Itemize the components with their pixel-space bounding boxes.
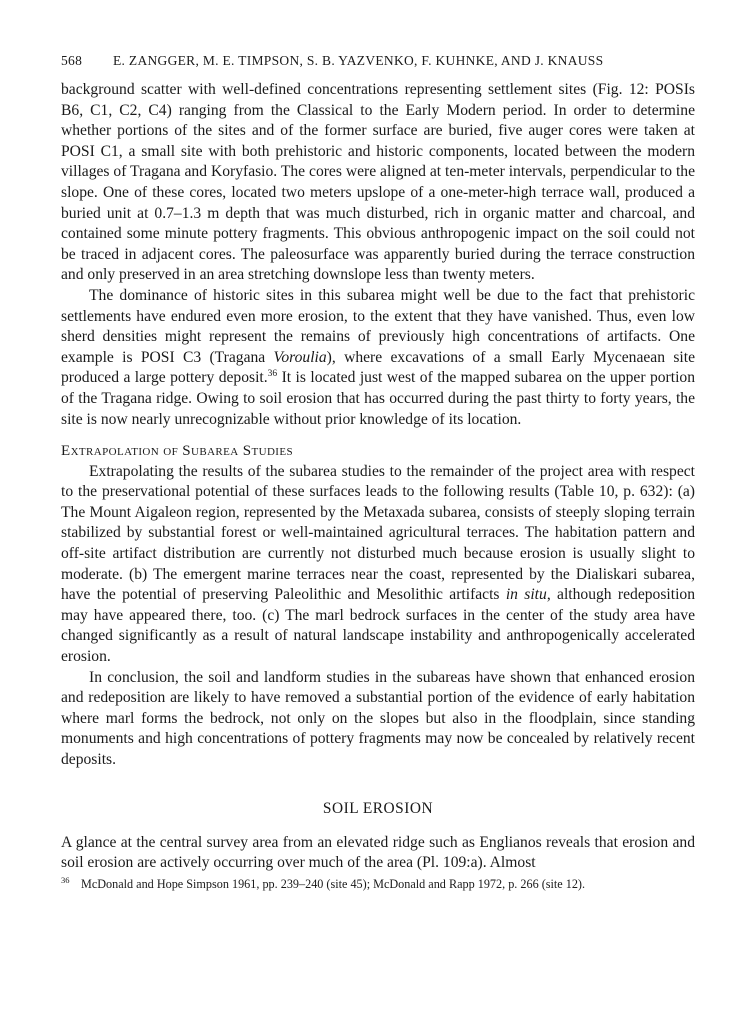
author-line: E. ZANGGER, M. E. TIMPSON, S. B. YAZVENKO, F. KUHNKE, AND J. KNAUSS bbox=[113, 53, 604, 68]
paragraph-2-text-c: It is located just west of the mapped subarea on the upper portion of the Tragana ridge. Owing to soil erosion that has occurred during the past thirty to forty years, the site is now nearly unrecognizable without prior knowledge of its location. bbox=[61, 369, 695, 428]
paragraph-3 bbox=[61, 462, 695, 668]
paragraph-2 bbox=[61, 286, 695, 430]
paragraph-2-text-a: The dominance of historic sites in this subarea might well be due to the fact that prehistoric settlements have endured even more erosion, to the extent that they have vanished. Thus, even low sherd densities might represent the remains of previously high concentrations of artifacts. One example is POSI C3 (Tragana bbox=[61, 286, 695, 366]
footnote bbox=[61, 876, 695, 892]
paragraph-4: In conclusion, the soil and landform studies in the subareas have shown that enhanced erosion and redeposition are likely to have removed a substantial portion of the evidence of early habitation where marl forms the bedrock, not only on the slopes but also in the floodplain, since standing monuments and high concentrations of pottery fragments may now be concealed by relatively recent deposits. bbox=[61, 668, 695, 768]
page bbox=[61, 50, 695, 892]
running-header bbox=[61, 50, 695, 72]
page-number: 568 bbox=[61, 53, 83, 68]
footnote-number: 36 bbox=[61, 874, 70, 885]
paragraph-3-text-b: , although redeposition may have appeared there, too. (c) The marl bedrock surfaces in the center of the study area have changed significantly as a result of natural landscape instability and anthropogenically accelerated erosion. bbox=[61, 586, 695, 666]
paragraph-3-italic: in situ bbox=[505, 586, 547, 604]
paragraph-2-text-b: ), where excavations of a small Early Mycenaean site produced a large pottery deposit. bbox=[61, 348, 695, 387]
paragraph-2-italic: Voroulia bbox=[273, 348, 327, 366]
footnote-reference[interactable]: 36 bbox=[267, 369, 278, 380]
paragraph-1: background scatter with well-defined concentrations representing settlement sites (Fig. 12: POSIs B6, C1, C2, C4) ranging from the Classical to the Early Modern period. In order to determine whether portions of the sites and of the former surface are buried, five auger cores were taken at POSI C1, a small site with both prehistoric and historic components, located between the modern villages of Tragana and Koryfasio. The cores were aligned at ten-meter intervals, perpendicular to the slope. One of these cores, located two meters upslope of a one-meter-high terrace wall, produced a buried unit at 0.7–1.3 m depth that was much disturbed, rich in organic matter and charcoal, and contained some minute pottery fragments. This obvious anthropogenic impact on the soil could not be traced in adjacent cores. The paleosurface was apparently buried during the terrace construction and only preserved in an area stretching downslope less than twenty meters. bbox=[61, 81, 695, 284]
paragraph-3-text-a: Extrapolating the results of the subarea studies to the remainder of the project area with respect to the preservational potential of these surfaces leads to the following results (Table 10, p. 632): (a) The Mount Aigaleon region, represented by the Metaxada subarea, consists of steeply sloping terrain stabilized by substantial forest or well-maintained agricultural terraces. The habitation pattern and off-site artifact distribution are currently not disturbed much because erosion is usually slight to moderate. (b) The emergent marine terraces near the coast, represented by the Dialiskari subarea, have the potential of preserving Paleolithic and Mesolithic artifacts bbox=[61, 462, 695, 604]
section-heading-extrapolation: Extrapolation of Subarea Studies bbox=[61, 443, 294, 460]
footnote-text: McDonald and Hope Simpson 1961, pp. 239–240 (site 45); McDonald and Rapp 1972, p. 266 (site 12). bbox=[81, 876, 586, 891]
article-body bbox=[61, 80, 695, 892]
section-heading-soil-erosion: SOIL EROSION bbox=[322, 799, 434, 817]
paragraph-5: A glance at the central survey area from an elevated ridge such as Englianos reveals that erosion and soil erosion are actively occurring over much of the area (Pl. 109:a). Almost bbox=[61, 833, 695, 872]
